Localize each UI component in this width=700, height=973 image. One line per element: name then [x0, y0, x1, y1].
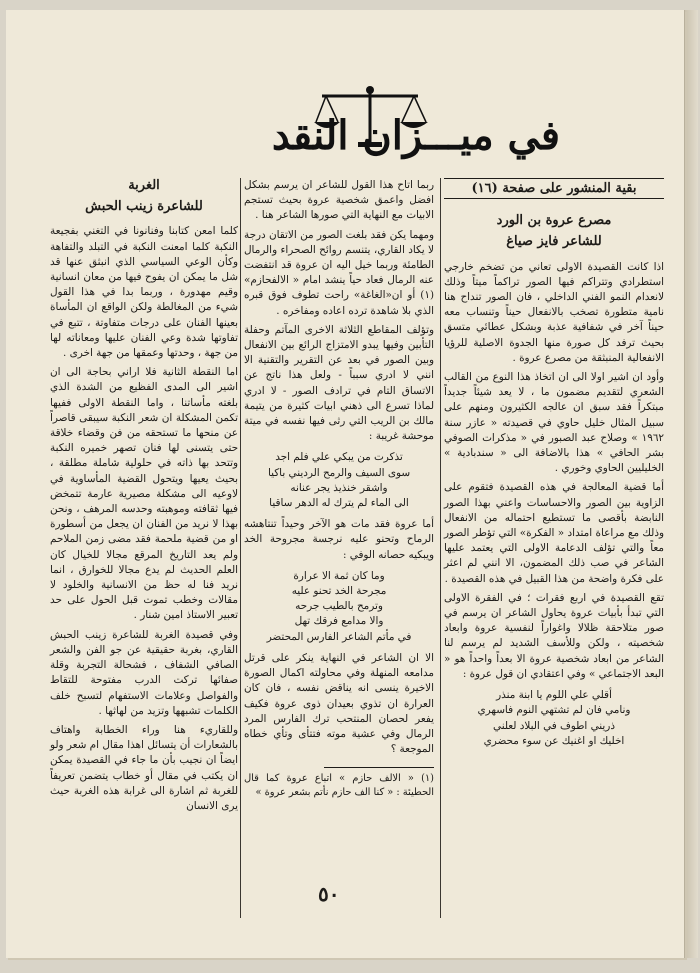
verse-block [444, 688, 664, 749]
verse-line: ونامي فان لم تشتهي النوم فاسهري [477, 704, 631, 717]
verse-line: مجرحة الخد تحنو عليه [291, 585, 387, 598]
right-column [444, 178, 664, 755]
paragraph: كلما امعن كتابنا وفنانونا في التغني بفجيعة النكبة كلما امعنت النكبة في التبلد والتفاهة وكأن الوعي السياسي الذي انبثق عنها قد شل ما يمكن ان يفوح فيها من معان انسانية وقيم مهدورة ، وربما بدا في هذا القول شيء من المغالطة ولكن الواقع ان المأساة بعينها الفنان على درجات متفاوتة ، تتبع في تفاوتها شدة وعي الفنان عليها ومعاناته لها من جهة ، وحدتها وعمقها من جهة اخرى . [50, 225, 238, 360]
paragraph: تقع القصيدة في اربع فقرات ؛ في الفقرة الاولى التي تبدأ بأبيات عروة يحاول الشاعر ان يرسم في صور متلاحقة ظلالا واغواراً لنفسية عروة وابعاد شخصيته ، ولكن وللأسف الشديد لم يرسم لنا الشاعر من ابعاد شخصية عروة الا بعداً واحداً هو « البعد الاجتماعي » وفي اعتقادي ان قول عروة : [444, 591, 664, 680]
verse-line: واشقر خنذيذ يجر عنانه [290, 481, 388, 494]
paragraph: وفي قصيدة الغربة للشاعرة زينب الحبش القاري، بغربة حقيقية عن جو الفن والشعر الصافي الشفاف ، فشحالة التجربة وقلة صفائها تركت الدرب مفتوحة للتقاط والفواصل وعلامات الاستفهام لتسبح خلف الكلمات تشبهها وتزيد من لهاثها . [50, 628, 238, 717]
section-title: في ميـــزان النقد [271, 112, 560, 159]
page-edge [684, 10, 698, 958]
middle-column [244, 178, 434, 800]
footnote: (١) « الالف حازم » اتباع عروة كما قال الحطيئة : « كنا الف حازم نأتم بشعر عروة » [244, 773, 434, 799]
paragraph: ربما اتاح هذا القول للشاعر ان يرسم بشكل افضل واعمق شخصية عروة بحيث تستجم الابيات مع النهاية التي صورها الشاعر هنا . [244, 179, 434, 222]
verse-line: اخليك او اغنيك عن سوء محضري [483, 734, 625, 747]
verse-line: تذكرت من يبكي علي فلم اجد [275, 451, 403, 464]
verse-line: في مأتم الشاعر الفارس المحتضر [266, 630, 412, 643]
paragraph: الا ان الشاعر في النهاية ينكر على قرتل مدامعه المنهلة وفي محاولته اكمال الصورة الاخيرة ينسى انه يناقض نفسه ، فان كان العرارة ان تذوي بعيدان ذوى عروة فكيف يفعر لحصان المنتحب ترك الفارس المرد الرمال وفي عشية موته فتتأى وتأي خطاه الموجعة ؟ [244, 651, 434, 756]
column-divider [240, 178, 241, 918]
verse-line: ذريني اطوف في البلاد لعلني [493, 719, 615, 732]
paragraph: أما عروة فقد مات هو الآخر وحيداً تنتاهشه الرماح وتحنو عليه نرجسة مجروحة الخد ويبكيه حصانه الوفي : [244, 518, 434, 561]
verse-line: الى الماء لم يترك له الدهر ساقيا [269, 497, 409, 510]
paragraph: أما قضية المعالجة في هذه القصيدة فتقوم على الزاوية بين الصور والاحساسات واعني بهذا الصور النابضة بأقصى ما تستطيع احتماله من الانفعال وذلك مع مراعاة امتداد « الفكرة» التي تؤطر الصور معاً والتي تؤلف الدعامة الاولى التي يعتمد عليها الشاعر في صب ذلك المضمون، الا انني لم اعثر على فكرة واضحة من هذا القبيل في هذه القصيدة . [444, 481, 664, 585]
paragraph: ومهما يكن فقد بلغت الصور من الاتقان درجة لا يكاد القاري، يتنسم روائح الصحراء والرمال الطامئة وربما خيل اليه ان عروة قد انتفضت عنه الرمال فعاد حياً ينشد امام « الالفحازم» (١) أو ان«الغاغة» راحت تطوف فوق قبره الذي بلا شاهدة ترده اعاده ومفاخره . [244, 228, 434, 317]
article-title: مصرع عروة بن الورد [496, 213, 612, 229]
article-title: الغربة [128, 178, 160, 193]
article-author: للشاعرة زينب الحبش [85, 199, 203, 215]
article-author: للشاعر فايز صياغ [506, 234, 602, 250]
left-column [50, 178, 238, 818]
poem-block [244, 569, 434, 645]
verse-line: وما كان ثمة الا عرارة [293, 569, 385, 582]
page-header [110, 82, 580, 172]
page-number: ٥٠ [318, 882, 340, 906]
verse-line: وترمح بالطيب جرحه [295, 600, 383, 613]
verse-line: سوى السيف والرمح الرديني باكيا [267, 466, 411, 479]
poem-block [244, 450, 434, 511]
footnote-rule [324, 767, 434, 768]
verse-line: أقلي علي اللوم يا ابنة منذر [496, 689, 612, 702]
continued-note: بقية المنشور على صفحة (١٦) [444, 178, 664, 199]
paragraph: وللقاريء هنا وراء الخطابة واهتاف بالشعارات أن يتسائل اهذا مقال ام شعر ولو ايضاً ان نجيب بأن ما جاء في القصيدة يمكن ان يكتب في مقال أو خطاب يتضمن تعريفاً للغربة ثم اشارة الى غرابة هذه الغربة حيث يرى الانسان [50, 723, 238, 812]
paragraph: اذا كانت القصيدة الاولى تعاني من تضخم خارجي استطرادي وتتراكم فيها الصور تراكماً ميتاً وذلك لانعدام النمو الفني الداخلي ، فان الصور تنداح هنا نامية متطورة تصخب بالانفعال حيناً وتنساب معه حيناً آخر في شفافية عذبة وبشكل عطائي متسق بحيث ترفد كل صورة منها الجدوة الاصلية للرؤيا الانفعالية المنبثقة من مصرع عروة . [444, 260, 664, 364]
verse-line: والا مدامع فرقك تهل [294, 615, 384, 628]
column-divider [440, 178, 441, 918]
paragraph: وتؤلف المقاطع الثلاثة الاخرى المآتم وحفلة التأبين وفيها يبدو الامتزاج الرائع بين الانفعال وبين الصور في بعد عن التقرير والتقنية الا انني لا ادري سبباً - ولعل هذا ناتج عن الاتساق التام في ترادف الصور - لا ادري لماذا تسرع الى ذهني ابيات كثيرة من يتيمة مالك بن الريب التي رثى فيها نفسه في ميتة موحشة غريبة : [244, 323, 434, 443]
paragraph: وأود ان اشير اولا الى ان اتخاذ هذا النوع من القالب الشعري لتقديم مضمون ما ، لا يعد شيئاً جديداً مبتكراً فقد سبق ان عالجه الكثيرون ومنهم على سبيل المثال خليل حاوي في قصيدته « عازر سنة ١٩٦٢ » وصلاح عبد الصبور في « مذكرات الصوفي بشر الحافي » هذا بالاضافة الى « سندبادية » الخليليين الحاوي وخوري . [444, 371, 664, 475]
paragraph: اما النقطة الثانية فلا اراني بحاجة الى ان اشير الى المدى الفظيع من الشدة الذي بلغته مأساتنا ، واما النقطة الاولى ففيها تكمن المشكلة ان شعر النكبة سيبقى قاصراً عن منحها ما تستحقه من فن وقضاء خلاقة حتى يتسنى لها فنان تصهر خميره النكبة وتتحد بها ذاته في حلولية شاملة مطلقة ، بحيث يعيها ويتحول القضية المأساوية في لاوعيه الى مشكلة مصيرية عارمة تتمخض فيها ثقافته وموهبته وحدسه المرهف ، ونحن بهذا لا نريد من الفنان ان يجعل من أسطورة او من قضية ملحمة فقد مضى زمن الملاحم ولم يعد التاريخ المرقع مجالا للخيال كان العلم الحديث لم يدع مجالا للخوارق ، انما نريد فنا له حظ من الانسانية والخلود لا مقالات وخطب تموت قبل الحول على حد تعبير الاستاذ امين شنار . [50, 366, 238, 622]
